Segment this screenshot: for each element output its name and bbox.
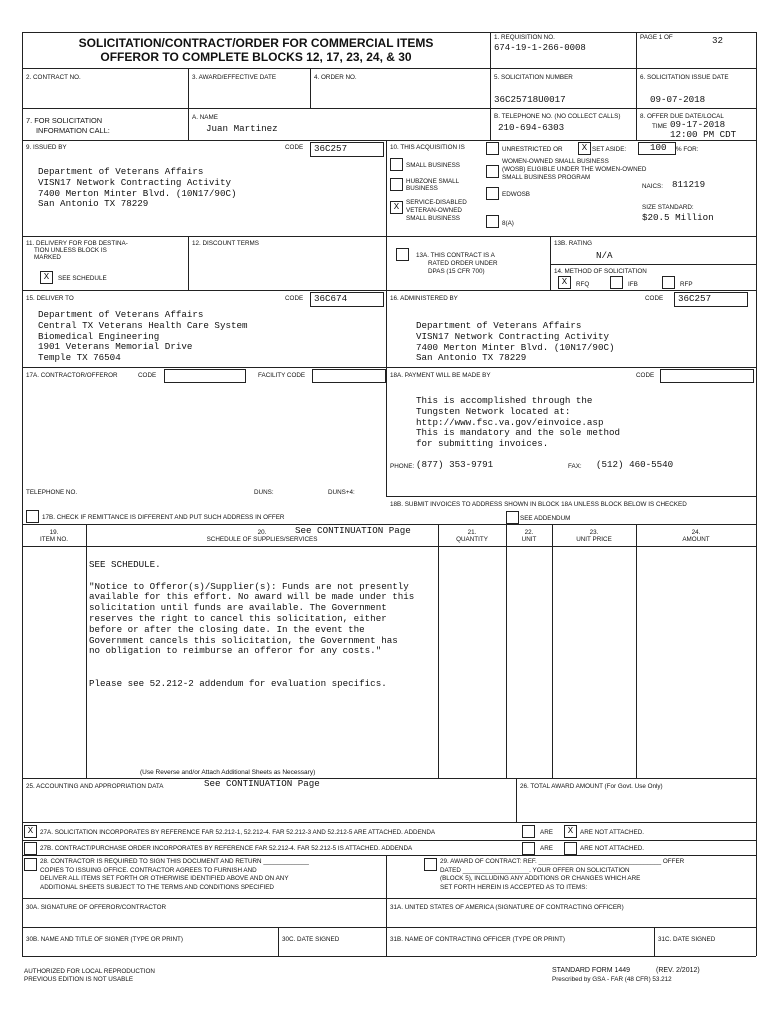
contact-phone[interactable]: 210-694-6303 [498,122,565,133]
payment-fax-label: FAX: [568,463,582,470]
hubzone-label-1: HUBZONE SMALL [406,178,460,185]
solicitation-no[interactable]: 36C25718U0017 [494,94,566,105]
order-no-label: 4. ORDER NO. [314,74,357,81]
wosb-label-2: (WOSB) ELIGIBLE UNDER THE WOMEN-OWNED [502,166,647,173]
contract-addenda-are-label: ARE [540,845,553,852]
solicitation-info-label-2: INFORMATION CALL: [36,126,110,135]
small-business-label: SMALL BUSINESS [406,162,461,169]
unrestricted-label: UNRESTRICTED OR [502,146,563,153]
set-aside-pct-box[interactable] [638,142,676,155]
sdvosb-label-2: VETERAN-OWNED [406,207,462,214]
rated-order-checkbox[interactable] [396,248,409,261]
wosb-checkbox[interactable] [486,165,499,178]
solicitation-incorporates-checkbox[interactable]: X [24,825,37,838]
set-aside-checkbox[interactable]: X [578,142,591,155]
contractor-code-label: CODE [138,372,157,379]
page-label: PAGE 1 OF [640,34,673,41]
footer-left-1: AUTHORIZED FOR LOCAL REPRODUCTION [24,968,155,975]
delivery-label-1: 11. DELIVERY FOR FOB DESTINA- [26,240,128,247]
addenda-not-attached-label: ARE NOT ATTACHED. [580,829,645,836]
rfq-checkbox[interactable]: X [558,276,571,289]
delivery-label-2: TION UNLESS BLOCK IS [34,247,107,254]
issued-by-code-box[interactable] [310,142,384,157]
issue-date-label: 6. SOLICITATION ISSUE DATE [640,74,729,81]
issued-by-address[interactable]: Department of Veterans Affairs VISN17 Network Contracting Activity 7400 Merton Minter Blvd. (10N17/90C) San Antonio TX 78229 [38,166,237,210]
payment-instructions[interactable]: This is accomplished through the Tungsten Network located at: http://www.fsc.va.gov/einvoice.asp This is mandatory and the sole method for submitting invoices. [416,395,620,450]
contract-addenda-not-label: ARE NOT ATTACHED. [580,845,645,852]
rated-order-label-3: DPAS (15 CFR 700) [428,268,485,275]
contractor-sign-text: 28. CONTRACTOR IS REQUIRED TO SIGN THIS DOCUMENT AND RETURN _____________ COPIES TO ISSUING OFFICE. CONTRACTOR AGREES TO FURNISH AND DELIVER ALL ITEMS SET FORTH OR OTHERWISE IDENTIFIED ABOVE AND ON ANY ADDITIONAL SHEETS SUBJECT TO THE TERMS AND CONDITIONS SPECIFIED [40,858,309,891]
contract-no-label: 2. CONTRACT NO. [26,74,81,81]
payment-fax[interactable]: (512) 460-5540 [596,459,674,470]
addenda-not-attached-checkbox[interactable]: X [564,825,577,838]
duns4-label: DUNS+4: [328,489,355,496]
col-quantity: 21. QUANTITY [456,529,488,543]
administered-by-label: 16. ADMINISTERED BY [390,295,458,302]
col-item-no: 19. ITEM NO. [40,529,68,543]
offer-due-time[interactable]: 12:00 PM CDT [670,129,737,140]
col-unit-price: 23. UNIT PRICE [576,529,612,543]
payment-label: 18A. PAYMENT WILL BE MADE BY [390,372,491,379]
issued-by-code-label: CODE [285,144,304,151]
naics-label: NAICS: [642,183,663,190]
footer-form-rev: (REV. 2/2012) [656,967,700,974]
schedule-body[interactable]: SEE SCHEDULE. "Notice to Offeror(s)/Supplier(s): Funds are not presently available for this effort. No award will be made under this solicitation until funds are available. The Government reserves the right to cancel this solicitation, either before or after the closing date. In the event the Government cancels this solicitation, the Government has no obligation to reimburse an offeror for any costs." Please see 52.212-2 addendum for evaluation specifics. [89,559,415,689]
footer-prescribed: Prescribed by GSA - FAR (48 CFR) 53.212 [552,976,672,983]
size-standard[interactable]: $20.5 Million [642,212,714,223]
award-text: 29. AWARD OF CONTRACT: REF. ___________________________________ OFFER DATED ___________________. YOUR OFFER ON SOLICITATION (BLOCK 5), INCLUDING ANY ADDITIONS OR CHANGES WHICH ARE SET FORTH HEREIN IS ACCEPTED AS TO ITEMS: [440,858,685,891]
see-addendum-label: SEE ADDENDUM [520,515,571,522]
accounting-value[interactable]: See CONTINUATION Page [204,778,320,789]
deliver-to-address[interactable]: Department of Veterans Affairs Central TX Veterans Health Care System Biomedical Engineering 1901 Veterans Memorial Drive Temple TX 76504 [38,309,248,364]
duns-label: DUNS: [254,489,274,496]
co-signature-label: 31A. UNITED STATES OF AMERICA (SIGNATURE OF CONTRACTING OFFICER) [390,904,624,911]
requisition-label: 1. REQUISITION NO. [494,34,555,41]
see-addendum-checkbox[interactable] [506,511,519,524]
administered-by-code: 36C257 [678,293,712,304]
delivery-label-3: MARKED [34,254,61,261]
set-aside-label: SET ASIDE: [592,146,627,153]
hubzone-checkbox[interactable] [390,178,403,191]
co-name-label: 31B. NAME OF CONTRACTING OFFICER (TYPE OR PRINT) [390,936,565,943]
administered-by-address[interactable]: Department of Veterans Affairs VISN17 Network Contracting Activity 7400 Merton Minter Blvd. (10N17/90C) San Antonio TX 78229 [416,320,615,364]
rating-label: 13B. RATING [554,240,593,247]
solicitation-no-label: 5. SOLICITATION NUMBER [494,74,573,81]
set-aside-pct: 100 [650,142,667,153]
eight-a-checkbox[interactable] [486,215,499,228]
contract-addenda-not-checkbox[interactable] [564,842,577,855]
small-business-checkbox[interactable] [390,158,403,171]
issue-date[interactable]: 09-07-2018 [650,94,706,105]
pct-for-label: % FOR: [676,146,699,153]
unrestricted-checkbox[interactable] [486,142,499,155]
contractor-label: 17A. CONTRACTOR/OFFEROR [26,372,118,379]
submit-invoices-label: 18B. SUBMIT INVOICES TO ADDRESS SHOWN IN BLOCK 18A UNLESS BLOCK BELOW IS CHECKED [390,501,687,508]
remittance-checkbox[interactable] [26,510,39,523]
col-schedule: 20. SCHEDULE OF SUPPLIES/SERVICES [206,529,318,543]
deliver-to-label: 15. DELIVER TO [26,295,74,302]
offeror-signature-label: 30A. SIGNATURE OF OFFEROR/CONTRACTOR [26,904,167,911]
issued-by-label: 9. ISSUED BY [26,144,67,151]
rated-order-label-1: 13A. THIS CONTRACT IS A [416,252,495,259]
sdvosb-label-3: SMALL BUSINESS [406,215,461,222]
contractor-code-box[interactable] [164,369,246,383]
rated-order-label-2: RATED ORDER UNDER [428,260,498,267]
contract-incorporates-checkbox[interactable] [24,842,37,855]
discount-terms-label: 12. DISCOUNT TERMS [192,240,259,247]
page-total[interactable]: 32 [712,35,724,46]
total-award-label: 26. TOTAL AWARD AMOUNT (For Govt. Use Only) [520,783,663,790]
telephone-label: TELEPHONE NO. [26,489,78,496]
addenda-are-label: ARE [540,829,553,836]
contract-addenda-are-checkbox[interactable] [522,842,535,855]
award-checkbox[interactable] [424,858,437,871]
signer-date-label: 30C. DATE SIGNED [282,936,340,943]
co-date-label: 31C. DATE SIGNED [658,936,716,943]
remittance-label: 17B. CHECK IF REMITTANCE IS DIFFERENT AND PUT SUCH ADDRESS IN OFFER [42,514,285,521]
form-title-line1: SOLICITATION/CONTRACT/ORDER FOR COMMERCIAL ITEMS [78,36,434,50]
contact-phone-label: B. TELEPHONE NO. (NO COLLECT CALLS) [494,113,621,120]
facility-code-label: FACILITY CODE [258,372,306,379]
rfp-label: RFP [680,281,693,288]
rating-value[interactable]: N/A [596,250,613,261]
facility-code-box[interactable] [312,369,386,383]
offer-due-time-label: TIME [652,123,668,130]
payment-phone-label: PHONE: [390,463,415,470]
method-label: 14. METHOD OF SOLICITATION [554,268,647,275]
administered-by-code-label: CODE [645,295,664,302]
accounting-label: 25. ACCOUNTING AND APPROPRIATION DATA [26,783,164,790]
see-schedule-label: SEE SCHEDULE [58,275,107,282]
edwosb-label: EDWOSB [502,191,530,198]
acquisition-label: 10. THIS ACQUISITION IS [390,144,465,151]
offer-due-label: 8. OFFER DUE DATE/LOCAL [640,113,724,120]
rfq-label: RFQ [576,281,590,288]
naics-code[interactable]: 811219 [672,179,706,190]
award-date-label: 3. AWARD/EFFECTIVE DATE [192,74,277,81]
reverse-note: (Use Reverse and/or Attach Additional Sheets as Necessary) [140,769,316,776]
contact-name[interactable]: Juan Martinez [206,123,278,134]
hubzone-label-2: BUSINESS [406,185,438,192]
see-schedule-checkbox[interactable]: X [40,271,53,284]
ifb-label: IFB [628,281,638,288]
rfp-checkbox[interactable] [662,276,675,289]
solicitation-incorporates-label: 27A. SOLICITATION INCORPORATES BY REFERENCE FAR 52.212-1, 52.212-4. FAR 52.212-3 AND 52.212-5 ARE ATTACHED. ADDENDA [40,829,436,836]
solicitation-info-label-1: 7. FOR SOLICITATION [26,116,103,125]
wosb-label-1: WOMEN-OWNED SMALL BUSINESS [502,158,609,165]
footer-left-2: PREVIOUS EDITION IS NOT USABLE [24,976,134,983]
issued-by-code: 36C257 [314,143,348,154]
contractor-sign-checkbox[interactable] [24,858,37,871]
footer-form-name: STANDARD FORM 1449 [552,967,631,974]
col-schedule-value[interactable]: See CONTINUATION Page [295,525,411,536]
sdvosb-label-1: SERVICE-DISABLED [406,199,467,206]
requisition-no[interactable]: 674-19-1-266-0008 [494,43,586,53]
payment-code-label: CODE [636,372,655,379]
edwosb-checkbox[interactable] [486,187,499,200]
addenda-are-checkbox[interactable] [522,825,535,838]
contract-incorporates-label: 27B. CONTRACT/PURCHASE ORDER INCORPORATES BY REFERENCE FAR 52.212-4. FAR 52.212-5 IS ATTACHED. ADDENDA [40,845,413,852]
eight-a-label: 8(A) [502,220,514,227]
offer-due-date[interactable]: 09-17-2018 [670,119,726,130]
size-standard-label: SIZE STANDARD: [642,204,694,211]
deliver-to-code: 36C674 [314,293,348,304]
wosb-label-3: SMALL BUSINESS PROGRAM [502,174,591,181]
deliver-to-code-label: CODE [285,295,304,302]
contact-name-label: A. NAME [192,114,218,121]
payment-code-box[interactable] [660,369,754,383]
ifb-checkbox[interactable] [610,276,623,289]
col-amount: 24. AMOUNT [682,529,710,543]
sdvosb-checkbox[interactable]: X [390,201,403,214]
administered-by-code-box[interactable] [674,292,748,307]
deliver-to-code-box[interactable] [310,292,384,307]
payment-phone[interactable]: (877) 353-9791 [416,459,494,470]
col-unit: 22. UNIT [521,529,537,543]
signer-name-label: 30B. NAME AND TITLE OF SIGNER (TYPE OR PRINT) [26,936,183,943]
form-title-line2: OFFEROR TO COMPLETE BLOCKS 12, 17, 23, 24, & 30 [100,50,412,64]
